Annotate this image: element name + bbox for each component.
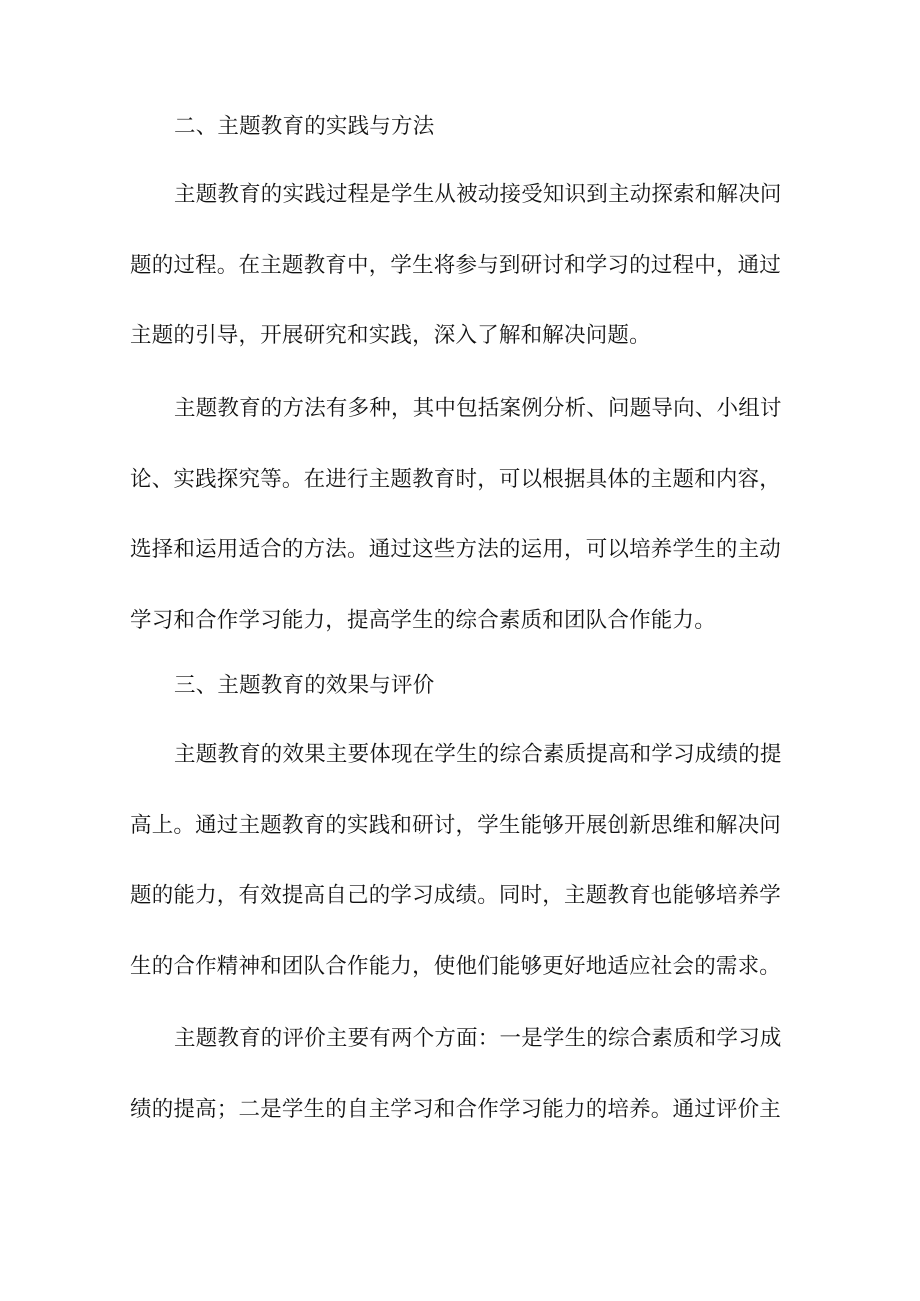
paragraph-line: 论、实践探究等。在进行主题教育时，可以根据具体的主题和内容， [130, 466, 782, 492]
paragraph-line: 学习和合作学习能力，提高学生的综合素质和团队合作能力。 [130, 607, 716, 633]
paragraph-line: 主题教育的方法有多种，其中包括案例分析、问题导向、小组讨 [174, 396, 782, 421]
section-heading-effects-evaluation [130, 671, 785, 701]
paragraph-line: 主题的引导，开展研究和实践，深入了解和解决问题。 [130, 323, 651, 349]
paragraph-line: 选择和运用适合的方法。通过这些方法的运用，可以培养学生的主动 [130, 537, 782, 563]
paragraph-evaluation [130, 1024, 785, 1125]
paragraph-line: 主题教育的效果主要体现在学生的综合素质提高和学习成绩的提 [174, 742, 782, 767]
paragraph-effects [130, 740, 785, 982]
paragraph-line: 主题教育的实践过程是学生从被动接受知识到主动探索和解决问 [174, 182, 782, 207]
heading-text: 三、主题教育的效果与评价 [174, 673, 435, 698]
paragraph-practice-process [130, 180, 785, 351]
paragraph-line: 高上。通过主题教育的实践和研讨，学生能够开展创新思维和解决问 [130, 812, 782, 838]
paragraph-line: 主题教育的评价主要有两个方面：一是学生的综合素质和学习成 [174, 1026, 782, 1051]
heading-text: 二、主题教育的实践与方法 [174, 114, 435, 139]
paragraph-line: 题的过程。在主题教育中，学生将参与到研讨和学习的过程中，通过 [130, 252, 782, 278]
section-heading-practice-methods [130, 112, 785, 142]
paragraph-line: 题的能力，有效提高自己的学习成绩。同时，主题教育也能够培养学 [130, 883, 782, 909]
paragraph-line: 生的合作精神和团队合作能力，使他们能够更好地适应社会的需求。 [130, 953, 782, 979]
paragraph-methods [130, 394, 785, 636]
paragraph-line: 绩的提高；二是学生的自主学习和合作学习能力的培养。通过评价主 [130, 1096, 782, 1122]
